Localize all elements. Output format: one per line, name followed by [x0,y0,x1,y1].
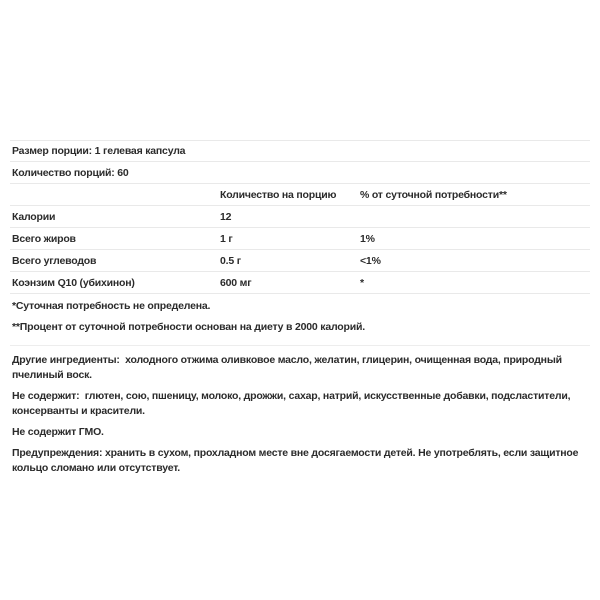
column-header-daily-value: % от суточной потребности** [360,188,507,201]
warnings-text: Предупреждения: хранить в сухом, прохладном месте вне досягаемости детей. Не употреблять, если защитное кольцо сломано или отсутствует. [12,447,581,474]
serving-size-row [10,140,590,162]
row-name: Всего углеводов [12,254,97,267]
serving-size-text: Размер порции: 1 гелевая капсула [12,145,186,157]
footnote-daily-value-not-established: *Суточная потребность не определена. [12,300,211,312]
table-row-total-fat [10,228,590,250]
servings-count-text: Количество порций: 60 [12,166,129,179]
other-ingredients-text: Другие ингредиенты: холодного отжима оливковое масло, желатин, глицерин, очищенная вода, природный пчелиный воск. [12,354,565,381]
servings-count-row [10,162,590,184]
label-text-sections [10,353,590,476]
table-header-row [10,184,590,206]
row-daily-value: 1% [360,232,375,245]
footnotes-block [10,294,590,346]
gmo-free-text: Не содержит ГМО. [12,426,104,438]
table-row-total-carbs [10,250,590,272]
row-amount: 1 г [220,232,233,245]
column-header-amount: Количество на порцию [220,188,337,201]
does-not-contain-text: Не содержит: глютен, сою, пшеницу, молоко, дрожжи, сахар, натрий, искусственные добавки, подсластители, консерванты и красители. [12,390,574,417]
row-amount: 0.5 г [220,254,241,267]
table-row-calories [10,206,590,228]
table-row-coq10 [10,272,590,294]
supplement-facts-panel [10,140,590,482]
row-name: Калории [12,210,56,223]
footnote-percent-daily-value-basis: **Процент от суточной потребности основан на диету в 2000 калорий. [12,321,365,333]
row-daily-value: * [360,276,364,289]
row-amount: 12 [220,210,232,223]
row-daily-value: <1% [360,254,381,267]
row-amount: 600 мг [220,276,252,289]
row-name: Коэнзим Q10 (убихинон) [12,276,135,289]
row-name: Всего жиров [12,232,76,245]
